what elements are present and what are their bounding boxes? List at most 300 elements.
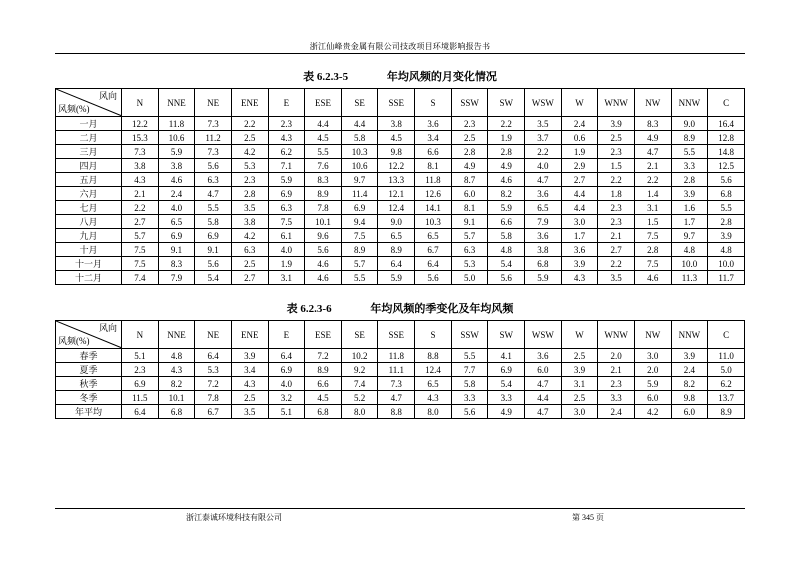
table-cell: 3.8 [122, 159, 159, 173]
table-cell: 12.8 [708, 131, 745, 145]
table-cell: 12.6 [415, 187, 452, 201]
row-label: 六月 [56, 187, 122, 201]
table-cell: 3.0 [561, 405, 598, 419]
table-cell: 2.3 [122, 363, 159, 377]
table-row [56, 391, 745, 405]
table-cell: 2.5 [561, 349, 598, 363]
table-cell: 4.6 [305, 271, 342, 285]
table-cell: 6.8 [158, 405, 195, 419]
row-label: 二月 [56, 131, 122, 145]
table-cell: 5.6 [195, 257, 232, 271]
table-cell: 4.4 [525, 391, 562, 405]
table-cell: 11.2 [195, 131, 232, 145]
table-cell: 3.3 [488, 391, 525, 405]
table-cell: 5.6 [488, 271, 525, 285]
table-row [56, 363, 745, 377]
table-cell: 8.7 [451, 173, 488, 187]
table-cell: 9.1 [195, 243, 232, 257]
table-row [56, 159, 745, 173]
table-cell: 3.3 [598, 391, 635, 405]
table-cell: 2.2 [231, 117, 268, 131]
table-cell: 2.3 [598, 377, 635, 391]
table-cell: 4.2 [231, 145, 268, 159]
table-cell: 9.4 [341, 215, 378, 229]
table-cell: 6.5 [378, 229, 415, 243]
table1-corner-direction-label: 风向 [98, 91, 117, 101]
table-cell: 7.6 [305, 159, 342, 173]
column-header-nnw: NNW [671, 321, 708, 349]
table-cell: 8.9 [305, 187, 342, 201]
table-cell: 1.9 [561, 145, 598, 159]
table-cell: 5.6 [708, 173, 745, 187]
table-cell: 5.2 [341, 391, 378, 405]
row-label: 四月 [56, 159, 122, 173]
table-cell: 2.0 [634, 363, 671, 377]
table-cell: 5.4 [195, 271, 232, 285]
table-cell: 11.8 [378, 349, 415, 363]
table-cell: 13.7 [708, 391, 745, 405]
table-cell: 2.2 [122, 201, 159, 215]
table-cell: 6.1 [268, 229, 305, 243]
table-cell: 5.6 [451, 405, 488, 419]
table-cell: 4.8 [671, 243, 708, 257]
table-cell: 12.5 [708, 159, 745, 173]
table-cell: 8.1 [415, 159, 452, 173]
table-cell: 3.6 [525, 187, 562, 201]
row-label: 一月 [56, 117, 122, 131]
table-cell: 2.4 [561, 117, 598, 131]
table-cell: 7.3 [195, 117, 232, 131]
table-cell: 5.5 [195, 201, 232, 215]
table-cell: 10.3 [341, 145, 378, 159]
table-cell: 5.3 [451, 257, 488, 271]
row-label: 十一月 [56, 257, 122, 271]
table-cell: 2.4 [598, 405, 635, 419]
table-cell: 2.3 [598, 215, 635, 229]
table-cell: 0.6 [561, 131, 598, 145]
row-label: 三月 [56, 145, 122, 159]
table-cell: 9.7 [341, 173, 378, 187]
table-cell: 6.0 [451, 187, 488, 201]
table-cell: 9.2 [341, 363, 378, 377]
table-cell: 2.5 [231, 391, 268, 405]
table-cell: 6.0 [525, 363, 562, 377]
table-cell: 1.4 [634, 187, 671, 201]
table-cell: 6.5 [158, 215, 195, 229]
table-cell: 13.3 [378, 173, 415, 187]
table-cell: 3.1 [561, 377, 598, 391]
table-cell: 5.3 [231, 159, 268, 173]
table-row [56, 215, 745, 229]
column-header-se: SE [341, 89, 378, 117]
table-cell: 7.3 [195, 145, 232, 159]
column-header-s: S [415, 89, 452, 117]
column-header-ne: NE [195, 89, 232, 117]
table-cell: 8.3 [158, 257, 195, 271]
table-cell: 6.2 [708, 377, 745, 391]
row-label: 年平均 [56, 405, 122, 419]
table-cell: 5.1 [268, 405, 305, 419]
table-cell: 4.8 [708, 243, 745, 257]
table-cell: 4.4 [561, 201, 598, 215]
table-cell: 10.6 [158, 131, 195, 145]
table-cell: 2.7 [122, 215, 159, 229]
table-cell: 9.8 [671, 391, 708, 405]
page-number: 第 345 页 [572, 513, 604, 522]
table-cell: 1.9 [268, 257, 305, 271]
table1-corner-cell [56, 89, 122, 117]
table-cell: 4.3 [415, 391, 452, 405]
table-cell: 4.7 [378, 391, 415, 405]
table2-caption-title: 年均风频的季变化及年均风频 [370, 303, 514, 315]
column-header-nne: NNE [158, 321, 195, 349]
table-cell: 10.2 [341, 349, 378, 363]
table-cell: 5.7 [451, 229, 488, 243]
table-cell: 14.1 [415, 201, 452, 215]
table-cell: 6.7 [415, 243, 452, 257]
table1-header-row [56, 89, 745, 117]
table-cell: 5.9 [488, 201, 525, 215]
table-cell: 4.2 [634, 405, 671, 419]
table-cell: 5.8 [341, 131, 378, 145]
table-cell: 11.4 [341, 187, 378, 201]
table-cell: 5.6 [415, 271, 452, 285]
table-cell: 10.1 [305, 215, 342, 229]
table-cell: 4.9 [488, 159, 525, 173]
table-cell: 6.9 [268, 363, 305, 377]
table-cell: 3.3 [671, 159, 708, 173]
table-cell: 9.6 [305, 229, 342, 243]
table-cell: 7.5 [341, 229, 378, 243]
column-header-sse: SSE [378, 321, 415, 349]
table-cell: 1.5 [598, 159, 635, 173]
table-cell: 7.5 [268, 215, 305, 229]
column-header-w: W [561, 321, 598, 349]
table-cell: 5.4 [488, 377, 525, 391]
table-cell: 2.2 [525, 145, 562, 159]
table-cell: 10.0 [708, 257, 745, 271]
table-cell: 4.7 [525, 405, 562, 419]
row-label: 夏季 [56, 363, 122, 377]
row-label: 春季 [56, 349, 122, 363]
table-cell: 6.8 [708, 187, 745, 201]
table-cell: 11.0 [708, 349, 745, 363]
table-cell: 9.8 [378, 145, 415, 159]
table-cell: 14.8 [708, 145, 745, 159]
table-cell: 3.9 [561, 257, 598, 271]
table-cell: 4.7 [634, 145, 671, 159]
table-cell: 4.0 [525, 159, 562, 173]
table-cell: 12.2 [378, 159, 415, 173]
footer-rule [55, 508, 745, 509]
table-cell: 6.8 [305, 405, 342, 419]
table-cell: 11.5 [122, 391, 159, 405]
table-cell: 3.9 [561, 363, 598, 377]
table-cell: 5.8 [195, 215, 232, 229]
table-cell: 3.9 [671, 349, 708, 363]
table-cell: 6.9 [158, 229, 195, 243]
table-cell: 6.7 [195, 405, 232, 419]
column-header-ene: ENE [231, 89, 268, 117]
table-cell: 5.0 [708, 363, 745, 377]
table-cell: 5.9 [634, 377, 671, 391]
table-cell: 8.9 [305, 363, 342, 377]
table-cell: 7.2 [195, 377, 232, 391]
table-cell: 3.4 [231, 363, 268, 377]
table-cell: 3.8 [525, 243, 562, 257]
header-rule [55, 53, 745, 54]
table-cell: 6.4 [415, 257, 452, 271]
table-cell: 9.7 [671, 229, 708, 243]
table-cell: 2.1 [122, 187, 159, 201]
table-cell: 2.7 [561, 173, 598, 187]
table-cell: 6.6 [415, 145, 452, 159]
table-cell: 2.5 [451, 131, 488, 145]
table-cell: 5.5 [451, 349, 488, 363]
table2-corner-frequency-label: 风频(%) [58, 336, 90, 346]
table-cell: 7.9 [158, 271, 195, 285]
table-cell: 5.5 [671, 145, 708, 159]
column-header-wnw: WNW [598, 321, 635, 349]
table-cell: 3.5 [598, 271, 635, 285]
table-cell: 3.5 [231, 405, 268, 419]
column-header-nnw: NNW [671, 89, 708, 117]
table-cell: 4.3 [231, 377, 268, 391]
table-cell: 9.1 [158, 243, 195, 257]
table-cell: 8.9 [671, 131, 708, 145]
table-cell: 16.4 [708, 117, 745, 131]
table-cell: 5.3 [195, 363, 232, 377]
table-cell: 6.5 [525, 201, 562, 215]
column-header-n: N [122, 321, 159, 349]
table2-caption [0, 300, 800, 316]
table-row [56, 257, 745, 271]
table-cell: 5.7 [341, 257, 378, 271]
table-cell: 6.4 [122, 405, 159, 419]
table-cell: 2.0 [598, 349, 635, 363]
table-cell: 7.5 [634, 257, 671, 271]
table-cell: 2.8 [671, 173, 708, 187]
table-cell: 2.1 [598, 363, 635, 377]
table-cell: 3.9 [598, 117, 635, 131]
table-cell: 6.4 [268, 349, 305, 363]
table-cell: 6.4 [195, 349, 232, 363]
table-cell: 4.7 [195, 187, 232, 201]
table-cell: 6.5 [415, 377, 452, 391]
table-cell: 5.0 [451, 271, 488, 285]
table-row [56, 243, 745, 257]
column-header-sw: SW [488, 321, 525, 349]
table-cell: 11.8 [158, 117, 195, 131]
table-row [56, 145, 745, 159]
table-cell: 4.1 [488, 349, 525, 363]
table-cell: 5.8 [488, 229, 525, 243]
table-cell: 5.5 [341, 271, 378, 285]
table2-caption-number: 表 6.2.3-6 [286, 303, 332, 315]
table-cell: 2.8 [451, 145, 488, 159]
table-cell: 6.0 [634, 391, 671, 405]
table-cell: 4.7 [525, 173, 562, 187]
column-header-nw: NW [634, 89, 671, 117]
table-cell: 2.5 [561, 391, 598, 405]
table-cell: 6.9 [122, 377, 159, 391]
table-cell: 2.7 [598, 243, 635, 257]
table-cell: 3.6 [415, 117, 452, 131]
table-cell: 5.6 [305, 243, 342, 257]
table-cell: 6.9 [195, 229, 232, 243]
table-cell: 3.3 [451, 391, 488, 405]
table-cell: 8.9 [708, 405, 745, 419]
column-header-nw: NW [634, 321, 671, 349]
row-label: 五月 [56, 173, 122, 187]
table-cell: 7.7 [451, 363, 488, 377]
table-cell: 7.8 [195, 391, 232, 405]
table-cell: 4.5 [305, 391, 342, 405]
table-cell: 4.9 [634, 131, 671, 145]
table-cell: 7.5 [122, 257, 159, 271]
table-cell: 11.3 [671, 271, 708, 285]
table2-header-row [56, 321, 745, 349]
table-cell: 8.2 [158, 377, 195, 391]
table-cell: 4.0 [268, 377, 305, 391]
table-row [56, 377, 745, 391]
table-cell: 6.0 [671, 405, 708, 419]
row-label: 八月 [56, 215, 122, 229]
table-cell: 15.3 [122, 131, 159, 145]
table-cell: 3.8 [378, 117, 415, 131]
table-cell: 2.5 [598, 131, 635, 145]
table-cell: 4.3 [122, 173, 159, 187]
table-cell: 4.8 [158, 349, 195, 363]
table-cell: 7.3 [378, 377, 415, 391]
table-cell: 2.2 [488, 117, 525, 131]
column-header-se: SE [341, 321, 378, 349]
table-cell: 7.5 [634, 229, 671, 243]
table-cell: 3.0 [634, 349, 671, 363]
table-cell: 2.1 [598, 229, 635, 243]
column-header-wnw: WNW [598, 89, 635, 117]
table-cell: 10.1 [158, 391, 195, 405]
column-header-ene: ENE [231, 321, 268, 349]
column-header-s: S [415, 321, 452, 349]
table-cell: 2.8 [231, 187, 268, 201]
column-header-ese: ESE [305, 321, 342, 349]
table-cell: 7.4 [122, 271, 159, 285]
table-cell: 12.4 [378, 201, 415, 215]
table-cell: 7.8 [305, 201, 342, 215]
table-cell: 7.1 [268, 159, 305, 173]
table-cell: 6.4 [378, 257, 415, 271]
table-cell: 3.4 [415, 131, 452, 145]
column-header-ssw: SSW [451, 89, 488, 117]
table-cell: 4.6 [488, 173, 525, 187]
table-cell: 12.4 [415, 363, 452, 377]
table-row [56, 173, 745, 187]
column-header-ssw: SSW [451, 321, 488, 349]
table-cell: 11.1 [378, 363, 415, 377]
row-label: 九月 [56, 229, 122, 243]
column-header-n: N [122, 89, 159, 117]
table1-corner-frequency-label: 风频(%) [58, 104, 90, 114]
table-cell: 2.2 [598, 173, 635, 187]
table-cell: 8.2 [488, 187, 525, 201]
table-cell: 7.4 [341, 377, 378, 391]
table-cell: 4.9 [488, 405, 525, 419]
table-cell: 7.2 [305, 349, 342, 363]
table-cell: 5.5 [305, 145, 342, 159]
table-cell: 3.6 [561, 243, 598, 257]
table-cell: 2.2 [598, 257, 635, 271]
table-cell: 3.1 [634, 201, 671, 215]
table-cell: 8.8 [415, 349, 452, 363]
table-cell: 11.8 [415, 173, 452, 187]
table-cell: 9.1 [451, 215, 488, 229]
column-header-ne: NE [195, 321, 232, 349]
table-cell: 11.7 [708, 271, 745, 285]
table-cell: 8.0 [415, 405, 452, 419]
table-cell: 12.1 [378, 187, 415, 201]
table-cell: 1.7 [671, 215, 708, 229]
table-cell: 5.6 [195, 159, 232, 173]
table1-caption-title: 年均风频的月变化情况 [386, 71, 497, 83]
table-cell: 6.2 [268, 145, 305, 159]
table-cell: 3.9 [231, 349, 268, 363]
table-cell: 8.3 [305, 173, 342, 187]
column-header-sw: SW [488, 89, 525, 117]
table-row [56, 117, 745, 131]
table-cell: 2.8 [634, 243, 671, 257]
table-cell: 7.3 [122, 145, 159, 159]
table1-caption [0, 68, 800, 84]
column-header-e: E [268, 321, 305, 349]
table-cell: 3.5 [231, 201, 268, 215]
table-cell: 4.0 [158, 201, 195, 215]
table-cell: 3.7 [525, 131, 562, 145]
table-cell: 6.3 [195, 173, 232, 187]
table-cell: 6.9 [341, 201, 378, 215]
table-cell: 2.8 [708, 215, 745, 229]
table-cell: 4.0 [268, 243, 305, 257]
table-cell: 2.4 [671, 363, 708, 377]
table-cell: 6.3 [451, 243, 488, 257]
table-cell: 3.9 [708, 229, 745, 243]
column-header-c: C [708, 321, 745, 349]
table-cell: 10.3 [415, 215, 452, 229]
table-row [56, 405, 745, 419]
table-cell: 2.3 [598, 145, 635, 159]
table-cell: 9.0 [378, 215, 415, 229]
table-cell: 8.0 [341, 405, 378, 419]
table-cell: 1.8 [598, 187, 635, 201]
table-cell: 1.9 [488, 131, 525, 145]
footer-company: 浙江泰诚环境科技有限公司 [186, 513, 282, 522]
table-cell: 3.1 [268, 271, 305, 285]
table-cell: 6.8 [525, 257, 562, 271]
table-cell: 6.3 [231, 243, 268, 257]
table-row [56, 349, 745, 363]
table-cell: 5.7 [122, 229, 159, 243]
row-label: 秋季 [56, 377, 122, 391]
column-header-w: W [561, 89, 598, 117]
table-cell: 4.4 [561, 187, 598, 201]
column-header-e: E [268, 89, 305, 117]
table-cell: 8.1 [451, 201, 488, 215]
table-cell: 8.2 [671, 377, 708, 391]
table-row [56, 187, 745, 201]
table1-caption-number: 表 6.2.3-5 [303, 71, 349, 83]
table-cell: 5.1 [122, 349, 159, 363]
table-cell: 2.7 [231, 271, 268, 285]
